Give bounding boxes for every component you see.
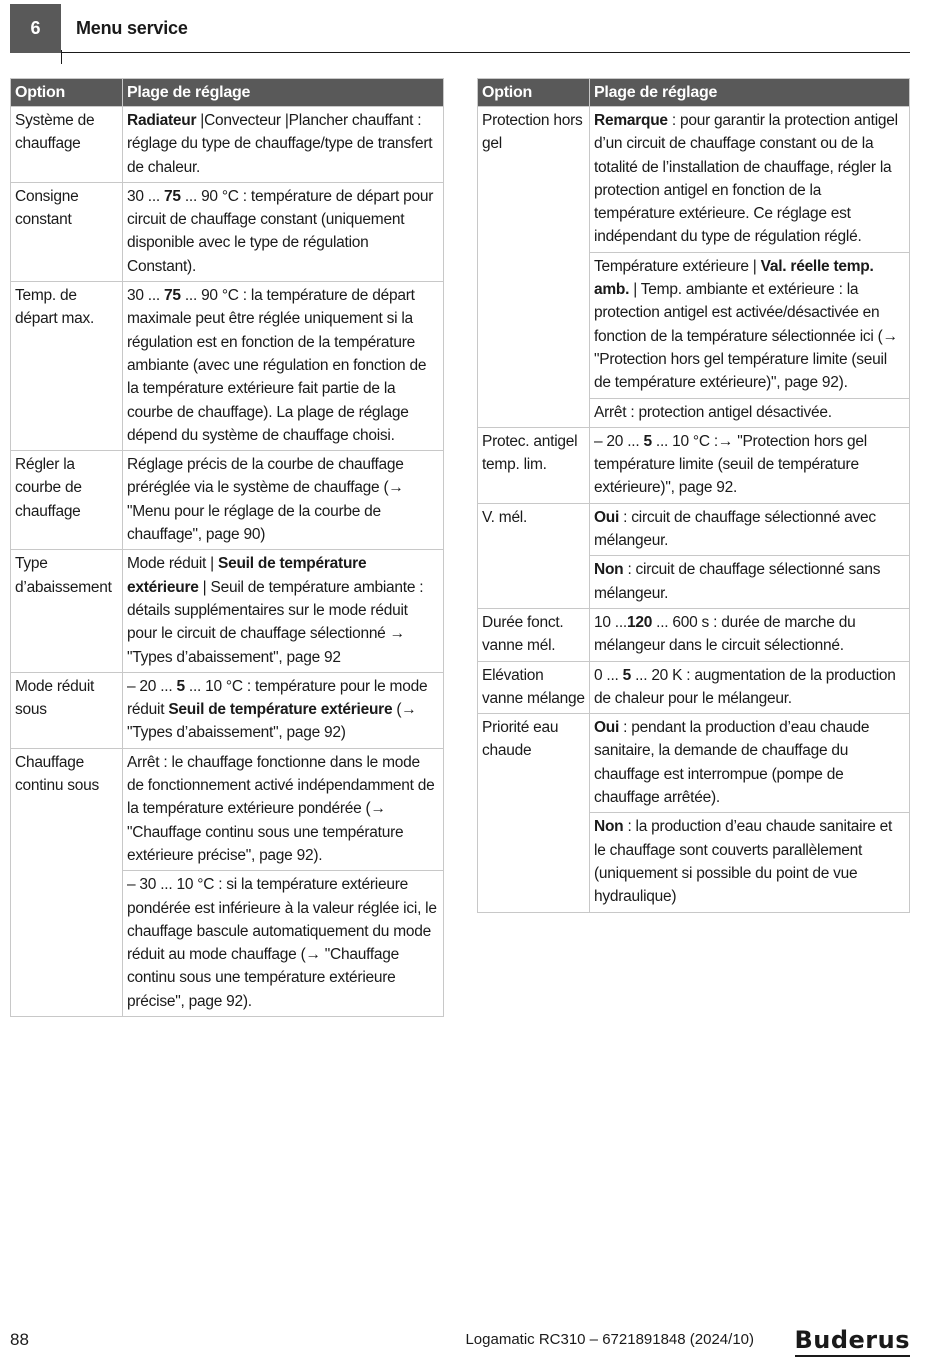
text-run: Réglage précis de la courbe de chauffage préréglée via le système de chauffage (→ "Menu pour le réglage de la courbe de chauffage", page 90) <box>127 456 404 544</box>
option-cell: Priorité eau chaude <box>478 714 590 912</box>
bold-text: Seuil de température extérieure <box>168 701 393 719</box>
range-cell <box>590 556 910 609</box>
table-row <box>478 427 910 503</box>
bold-text: Oui <box>594 719 620 737</box>
bold-text: Oui <box>594 508 620 526</box>
table-row <box>11 107 444 183</box>
range-cell <box>590 252 910 398</box>
text-run: ... 600 s : durée de marche du mélangeur dans le circuit sélectionné. <box>594 613 856 655</box>
bold-text: 5 <box>176 677 185 695</box>
text-run: Température extérieure | <box>594 257 761 275</box>
text-run: : pour garantir la protection antigel d’un circuit de chauffage constant ou de la totalité de l’installation de chauffage, régler la protection antigel en fonction de la température extérieure. Ce réglage est indépendant du type de régulation réglé. <box>594 112 898 246</box>
table-row <box>11 672 444 748</box>
bold-text: 75 <box>164 287 181 305</box>
text-run: 30 ... <box>127 287 165 305</box>
bold-text: 75 <box>164 187 181 205</box>
table-row <box>11 451 444 550</box>
text-run: | Temp. ambiante et extérieure : la protection antigel est activée/désactivée en fonction de la température sélectionnée ici (→ "Protection hors gel température limite (seuil de température extérieure)", page 92). <box>594 281 898 392</box>
bold-text: Val. réelle temp. amb. <box>594 257 874 299</box>
range-cell <box>123 748 444 870</box>
option-cell: Durée fonct. vanne mél. <box>478 608 590 661</box>
option-cell: Mode réduit sous <box>11 672 123 748</box>
text-run: ... 90 °C : température de départ pour circuit de chauffage constant (uniquement disponible avec le type de régulation Constant). <box>127 187 434 275</box>
column-header-range: Plage de réglage <box>590 79 910 107</box>
option-cell: Chauffage continu sous <box>11 748 123 1016</box>
text-run: ... 20 K : augmentation de la production de chaleur pour le mélangeur. <box>594 666 896 707</box>
table-header-row <box>478 79 910 107</box>
bold-text: Remarque <box>594 112 668 129</box>
table-row <box>478 503 910 556</box>
table-row <box>478 661 910 714</box>
bold-text: Non <box>594 561 624 579</box>
brand-logo: Buderus <box>794 1326 910 1354</box>
text-run: ... 10 °C :→ "Protection hors gel température limite (seuil de température extérieure)", page 92. <box>594 432 867 497</box>
bold-text: 120 <box>626 613 653 631</box>
range-cell <box>590 608 910 661</box>
column-header-range: Plage de réglage <box>123 79 444 107</box>
range-cell <box>123 451 444 550</box>
header-rule <box>61 52 910 53</box>
table-row <box>11 182 444 281</box>
option-cell: Régler la courbe de chauffage <box>11 451 123 550</box>
brand-logo-underline <box>795 1355 910 1357</box>
column-header-option: Option <box>478 79 590 107</box>
text-run: : pendant la production d’eau chaude sanitaire, la demande de chauffage du chauffage est interrompue (pompe de chauffage arrêtée). <box>594 719 870 807</box>
range-cell <box>123 871 444 1017</box>
text-run: 30 ... <box>127 187 165 205</box>
text-run: ... 90 °C : la température de départ maximale peut être réglée uniquement si la régulation est en fonction de la température ambiante (avec une régulation en fonction de la température extérieure fait partie de la courbe de chauffage). La plage de réglage dépend du système de chauffage choisi. <box>127 287 427 444</box>
range-cell <box>123 550 444 672</box>
option-cell: Type d’abaissement <box>11 550 123 672</box>
text-run: 0 ... <box>594 666 623 684</box>
table-row <box>478 714 910 813</box>
text-run: Arrêt : le chauffage fonctionne dans le mode de fonctionnement activé indépendamment de la température extérieure pondérée (→ "Chauffage continu sous une température extérieure précise", page 92). <box>127 753 435 864</box>
range-cell <box>590 714 910 813</box>
table-row <box>478 107 910 253</box>
range-cell <box>590 427 910 503</box>
text-run: : la production d’eau chaude sanitaire et le chauffage sont couverts parallèlement (uniquement si possible du point de vue hydraulique) <box>594 818 893 906</box>
table-body-right <box>478 107 910 913</box>
range-cell <box>123 182 444 281</box>
option-cell: Protec. antigel temp. lim. <box>478 427 590 503</box>
bold-text: Radiateur <box>127 112 197 129</box>
table-body-left <box>11 107 444 1017</box>
text-run: Arrêt : protection antigel désactivée. <box>594 403 832 421</box>
bold-text: Seuil de température extérieure <box>127 555 367 596</box>
text-run: 10 ... <box>594 613 627 631</box>
text-run: – 30 ... 10 °C : si la température extérieure pondérée est inférieure à la valeur réglée ici, le chauffage bascule automatiquement du mode réduit au mode chauffage (→ "Chauffage continu sous une température extérieure précise", page 92). <box>127 876 437 1010</box>
chapter-number: 6 <box>10 4 61 53</box>
text-run: – 20 ... <box>127 677 177 695</box>
range-cell <box>590 107 910 253</box>
text-run: (→ "Types d’abaissement", page 92) <box>127 701 417 742</box>
table-row <box>11 748 444 870</box>
column-header-option: Option <box>11 79 123 107</box>
range-cell <box>590 503 910 556</box>
range-cell <box>123 282 444 451</box>
text-run: ... 10 °C : température pour le mode réduit <box>127 677 428 719</box>
document-reference: Logamatic RC310 – 6721891848 (2024/10) <box>465 1331 754 1348</box>
text-run: Mode réduit | <box>127 555 218 573</box>
range-cell <box>123 672 444 748</box>
bold-text: 5 <box>622 666 632 684</box>
settings-table-right <box>477 78 910 913</box>
range-cell <box>590 813 910 912</box>
option-cell: Protection hors gel <box>478 107 590 428</box>
option-cell: Elévation vanne mélange <box>478 661 590 714</box>
text-run: : circuit de chauffage sélectionné avec mélangeur. <box>594 508 876 550</box>
option-cell: Système de chauffage <box>11 107 123 183</box>
option-cell: Consigne constant <box>11 182 123 281</box>
range-cell <box>590 661 910 714</box>
text-run: – 20 ... <box>594 432 644 450</box>
range-cell <box>123 107 444 183</box>
page-number: 88 <box>10 1330 29 1349</box>
bold-text: 5 <box>643 432 652 450</box>
text-run: |Convecteur |Plancher chauffant : réglage du type de chauffage/type de transfert de chaleur. <box>127 112 433 176</box>
table-row <box>478 608 910 661</box>
table-row <box>11 550 444 672</box>
table-header-row <box>11 79 444 107</box>
text-run: : circuit de chauffage sélectionné sans mélangeur. <box>594 561 881 602</box>
range-cell <box>590 398 910 427</box>
option-cell: V. mél. <box>478 503 590 608</box>
text-run: | Seuil de température ambiante : détails supplémentaires sur le mode réduit pour le circuit de chauffage sélectionné → "Types d’abaissement", page 92 <box>127 578 424 666</box>
settings-table-left <box>10 78 444 1017</box>
page-title: Menu service <box>76 18 188 38</box>
bold-text: Non <box>594 818 624 836</box>
option-cell: Temp. de départ max. <box>11 282 123 451</box>
table-row <box>11 282 444 451</box>
